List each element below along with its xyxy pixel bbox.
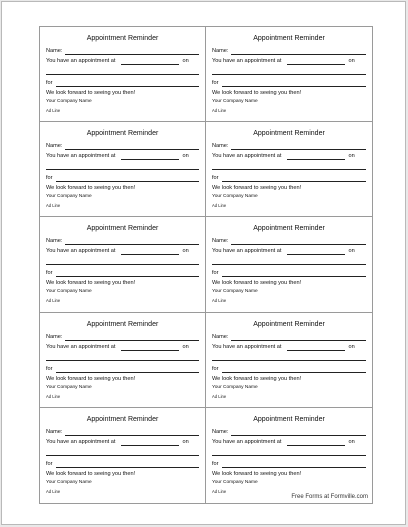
date-row	[46, 163, 199, 170]
date-row	[46, 258, 199, 265]
company-name: Your Company Name	[212, 99, 258, 104]
appointment-time-line[interactable]	[121, 153, 179, 160]
name-label: Name:	[46, 48, 63, 54]
appointment-row	[212, 248, 366, 255]
reminder-card	[40, 122, 206, 217]
for-label: for	[212, 175, 219, 182]
name-row	[212, 48, 366, 55]
for-row	[212, 366, 366, 373]
closing-message: We look forward to seeing you then!	[212, 375, 302, 382]
appointment-date-line[interactable]	[46, 163, 199, 170]
reminder-card	[206, 217, 372, 312]
form-sheet	[1, 1, 406, 525]
name-label: Name:	[212, 48, 229, 54]
appointment-date-line[interactable]	[212, 354, 366, 361]
appointment-time-line[interactable]	[287, 153, 345, 160]
company-name: Your Company Name	[46, 289, 92, 295]
name-row	[46, 429, 199, 436]
appointment-label: You have an appointment at	[212, 248, 282, 255]
on-label: on	[348, 438, 355, 445]
for-label: for	[46, 460, 53, 467]
appointment-time-line[interactable]	[287, 58, 345, 65]
for-label: for	[212, 460, 219, 467]
appointment-time-line[interactable]	[121, 248, 179, 255]
closing-message: We look forward to seeing you then!	[46, 375, 136, 382]
appointment-purpose-line[interactable]	[56, 366, 199, 373]
company-name: Your Company Name	[212, 289, 258, 295]
for-label: for	[46, 270, 53, 277]
reminder-card	[40, 217, 206, 312]
for-label: for	[46, 175, 53, 182]
appointment-date-line[interactable]	[46, 354, 199, 361]
appointment-purpose-line[interactable]	[222, 461, 366, 468]
footer-credit: Free Forms at Formville.com	[291, 494, 368, 500]
appointment-date-line[interactable]	[46, 258, 199, 265]
card-title: Appointment Reminder	[253, 320, 325, 328]
card-title: Appointment Reminder	[253, 35, 325, 42]
appointment-date-line[interactable]	[212, 163, 366, 170]
appointment-date-line[interactable]	[212, 449, 366, 456]
name-label: Name:	[46, 333, 63, 340]
appointment-purpose-line[interactable]	[222, 270, 366, 277]
appointment-date-line[interactable]	[212, 258, 366, 265]
appointment-time-line[interactable]	[287, 439, 345, 446]
for-row	[46, 175, 199, 182]
for-label: for	[46, 80, 53, 86]
appointment-row	[212, 344, 366, 351]
appointment-row	[46, 153, 199, 160]
name-label: Name:	[212, 428, 229, 435]
for-label: for	[212, 270, 219, 277]
closing-message: We look forward to seeing you then!	[212, 185, 302, 192]
card-title: Appointment Reminder	[86, 35, 159, 42]
ad-line: Ad Line	[46, 108, 61, 113]
appointment-purpose-line[interactable]	[56, 80, 199, 87]
card-title: Appointment Reminder	[86, 320, 159, 328]
appointment-purpose-line[interactable]	[222, 80, 366, 87]
appointment-purpose-line[interactable]	[56, 461, 199, 468]
name-field-line[interactable]	[65, 334, 199, 341]
reminder-card	[206, 313, 372, 408]
for-row	[212, 270, 366, 277]
for-row	[212, 175, 366, 182]
name-field-line[interactable]	[231, 48, 366, 55]
name-label: Name:	[212, 238, 229, 245]
appointment-label: You have an appointment at	[46, 248, 116, 255]
reminder-card	[40, 313, 206, 408]
appointment-time-line[interactable]	[287, 344, 345, 351]
closing-message: We look forward to seeing you then!	[212, 90, 302, 96]
closing-message: We look forward to seeing you then!	[212, 470, 302, 477]
date-row	[212, 258, 366, 265]
name-row	[212, 334, 366, 341]
closing-message: We look forward to seeing you then!	[46, 90, 136, 96]
date-row	[212, 163, 366, 170]
closing-message: We look forward to seeing you then!	[46, 470, 136, 477]
name-field-line[interactable]	[65, 48, 199, 55]
name-field-line[interactable]	[231, 429, 366, 436]
ad-line: Ad Line	[212, 298, 227, 304]
appointment-date-line[interactable]	[46, 68, 199, 75]
card-title: Appointment Reminder	[86, 225, 159, 233]
appointment-label: You have an appointment at	[46, 438, 116, 445]
date-row	[212, 68, 366, 75]
name-row	[46, 48, 199, 55]
appointment-label: You have an appointment at	[212, 153, 282, 160]
card-title: Appointment Reminder	[253, 415, 325, 423]
on-label: on	[348, 248, 355, 255]
name-row	[212, 238, 366, 245]
name-field-line[interactable]	[231, 334, 366, 341]
closing-message: We look forward to seeing you then!	[46, 185, 136, 192]
closing-message: We look forward to seeing you then!	[46, 280, 136, 287]
ad-line: Ad Line	[46, 393, 61, 399]
name-row	[46, 238, 199, 245]
name-label: Name:	[212, 143, 229, 150]
appointment-label: You have an appointment at	[46, 58, 116, 64]
name-label: Name:	[212, 333, 229, 340]
appointment-row	[212, 439, 366, 446]
name-field-line[interactable]	[65, 143, 199, 150]
card-title: Appointment Reminder	[86, 130, 159, 138]
on-label: on	[182, 248, 189, 255]
appointment-time-line[interactable]	[121, 439, 179, 446]
appointment-time-line[interactable]	[287, 248, 345, 255]
appointment-row	[212, 153, 366, 160]
closing-message: We look forward to seeing you then!	[212, 280, 302, 287]
company-name: Your Company Name	[212, 384, 258, 390]
for-row	[212, 80, 366, 87]
ad-line: Ad Line	[46, 298, 61, 304]
reminder-card	[206, 122, 372, 217]
appointment-label: You have an appointment at	[212, 438, 282, 445]
appointment-date-line[interactable]	[212, 68, 366, 75]
company-name: Your Company Name	[46, 479, 92, 485]
card-title: Appointment Reminder	[253, 130, 325, 138]
ad-line: Ad Line	[46, 203, 61, 209]
on-label: on	[348, 58, 355, 64]
name-row	[212, 143, 366, 150]
name-field-line[interactable]	[65, 429, 199, 436]
ad-line: Ad Line	[212, 488, 227, 494]
date-row	[46, 354, 199, 361]
appointment-label: You have an appointment at	[212, 343, 282, 350]
date-row	[212, 449, 366, 456]
name-label: Name:	[46, 428, 63, 435]
on-label: on	[182, 438, 189, 445]
reminder-card-grid	[39, 26, 373, 504]
for-label: for	[46, 365, 53, 372]
for-row	[46, 80, 199, 87]
for-row	[212, 461, 366, 468]
reminder-card	[206, 408, 372, 503]
appointment-date-line[interactable]	[46, 449, 199, 456]
date-row	[46, 449, 199, 456]
appointment-purpose-line[interactable]	[222, 366, 366, 373]
appointment-time-line[interactable]	[121, 344, 179, 351]
appointment-time-line[interactable]	[121, 58, 179, 65]
name-label: Name:	[46, 238, 63, 245]
on-label: on	[182, 343, 189, 350]
company-name: Your Company Name	[46, 384, 92, 390]
appointment-label: You have an appointment at	[46, 343, 116, 350]
name-field-line[interactable]	[231, 238, 366, 245]
name-label: Name:	[46, 143, 63, 150]
appointment-purpose-line[interactable]	[56, 175, 199, 182]
for-row	[46, 270, 199, 277]
ad-line: Ad Line	[212, 203, 227, 209]
appointment-label: You have an appointment at	[46, 153, 116, 160]
company-name: Your Company Name	[212, 194, 258, 200]
for-row	[46, 461, 199, 468]
appointment-purpose-line[interactable]	[56, 270, 199, 277]
for-label: for	[212, 80, 219, 86]
ad-line: Ad Line	[46, 488, 61, 494]
card-title: Appointment Reminder	[86, 415, 159, 423]
appointment-row	[46, 58, 199, 65]
date-row	[46, 68, 199, 75]
on-label: on	[182, 58, 189, 64]
appointment-row	[212, 58, 366, 65]
name-row	[46, 334, 199, 341]
appointment-purpose-line[interactable]	[222, 175, 366, 182]
ad-line: Ad Line	[212, 393, 227, 399]
name-field-line[interactable]	[65, 238, 199, 245]
company-name: Your Company Name	[46, 99, 92, 104]
on-label: on	[348, 343, 355, 350]
company-name: Your Company Name	[46, 194, 92, 200]
reminder-card	[40, 408, 206, 503]
on-label: on	[348, 153, 355, 160]
appointment-row	[46, 248, 199, 255]
on-label: on	[182, 153, 189, 160]
reminder-card	[40, 27, 206, 122]
date-row	[212, 354, 366, 361]
name-row	[212, 429, 366, 436]
appointment-row	[46, 439, 199, 446]
for-row	[46, 366, 199, 373]
ad-line: Ad Line	[212, 108, 227, 113]
card-title: Appointment Reminder	[253, 225, 325, 233]
reminder-card	[206, 27, 372, 122]
for-label: for	[212, 365, 219, 372]
appointment-row	[46, 344, 199, 351]
company-name: Your Company Name	[212, 479, 258, 485]
appointment-label: You have an appointment at	[212, 58, 282, 64]
name-row	[46, 143, 199, 150]
name-field-line[interactable]	[231, 143, 366, 150]
